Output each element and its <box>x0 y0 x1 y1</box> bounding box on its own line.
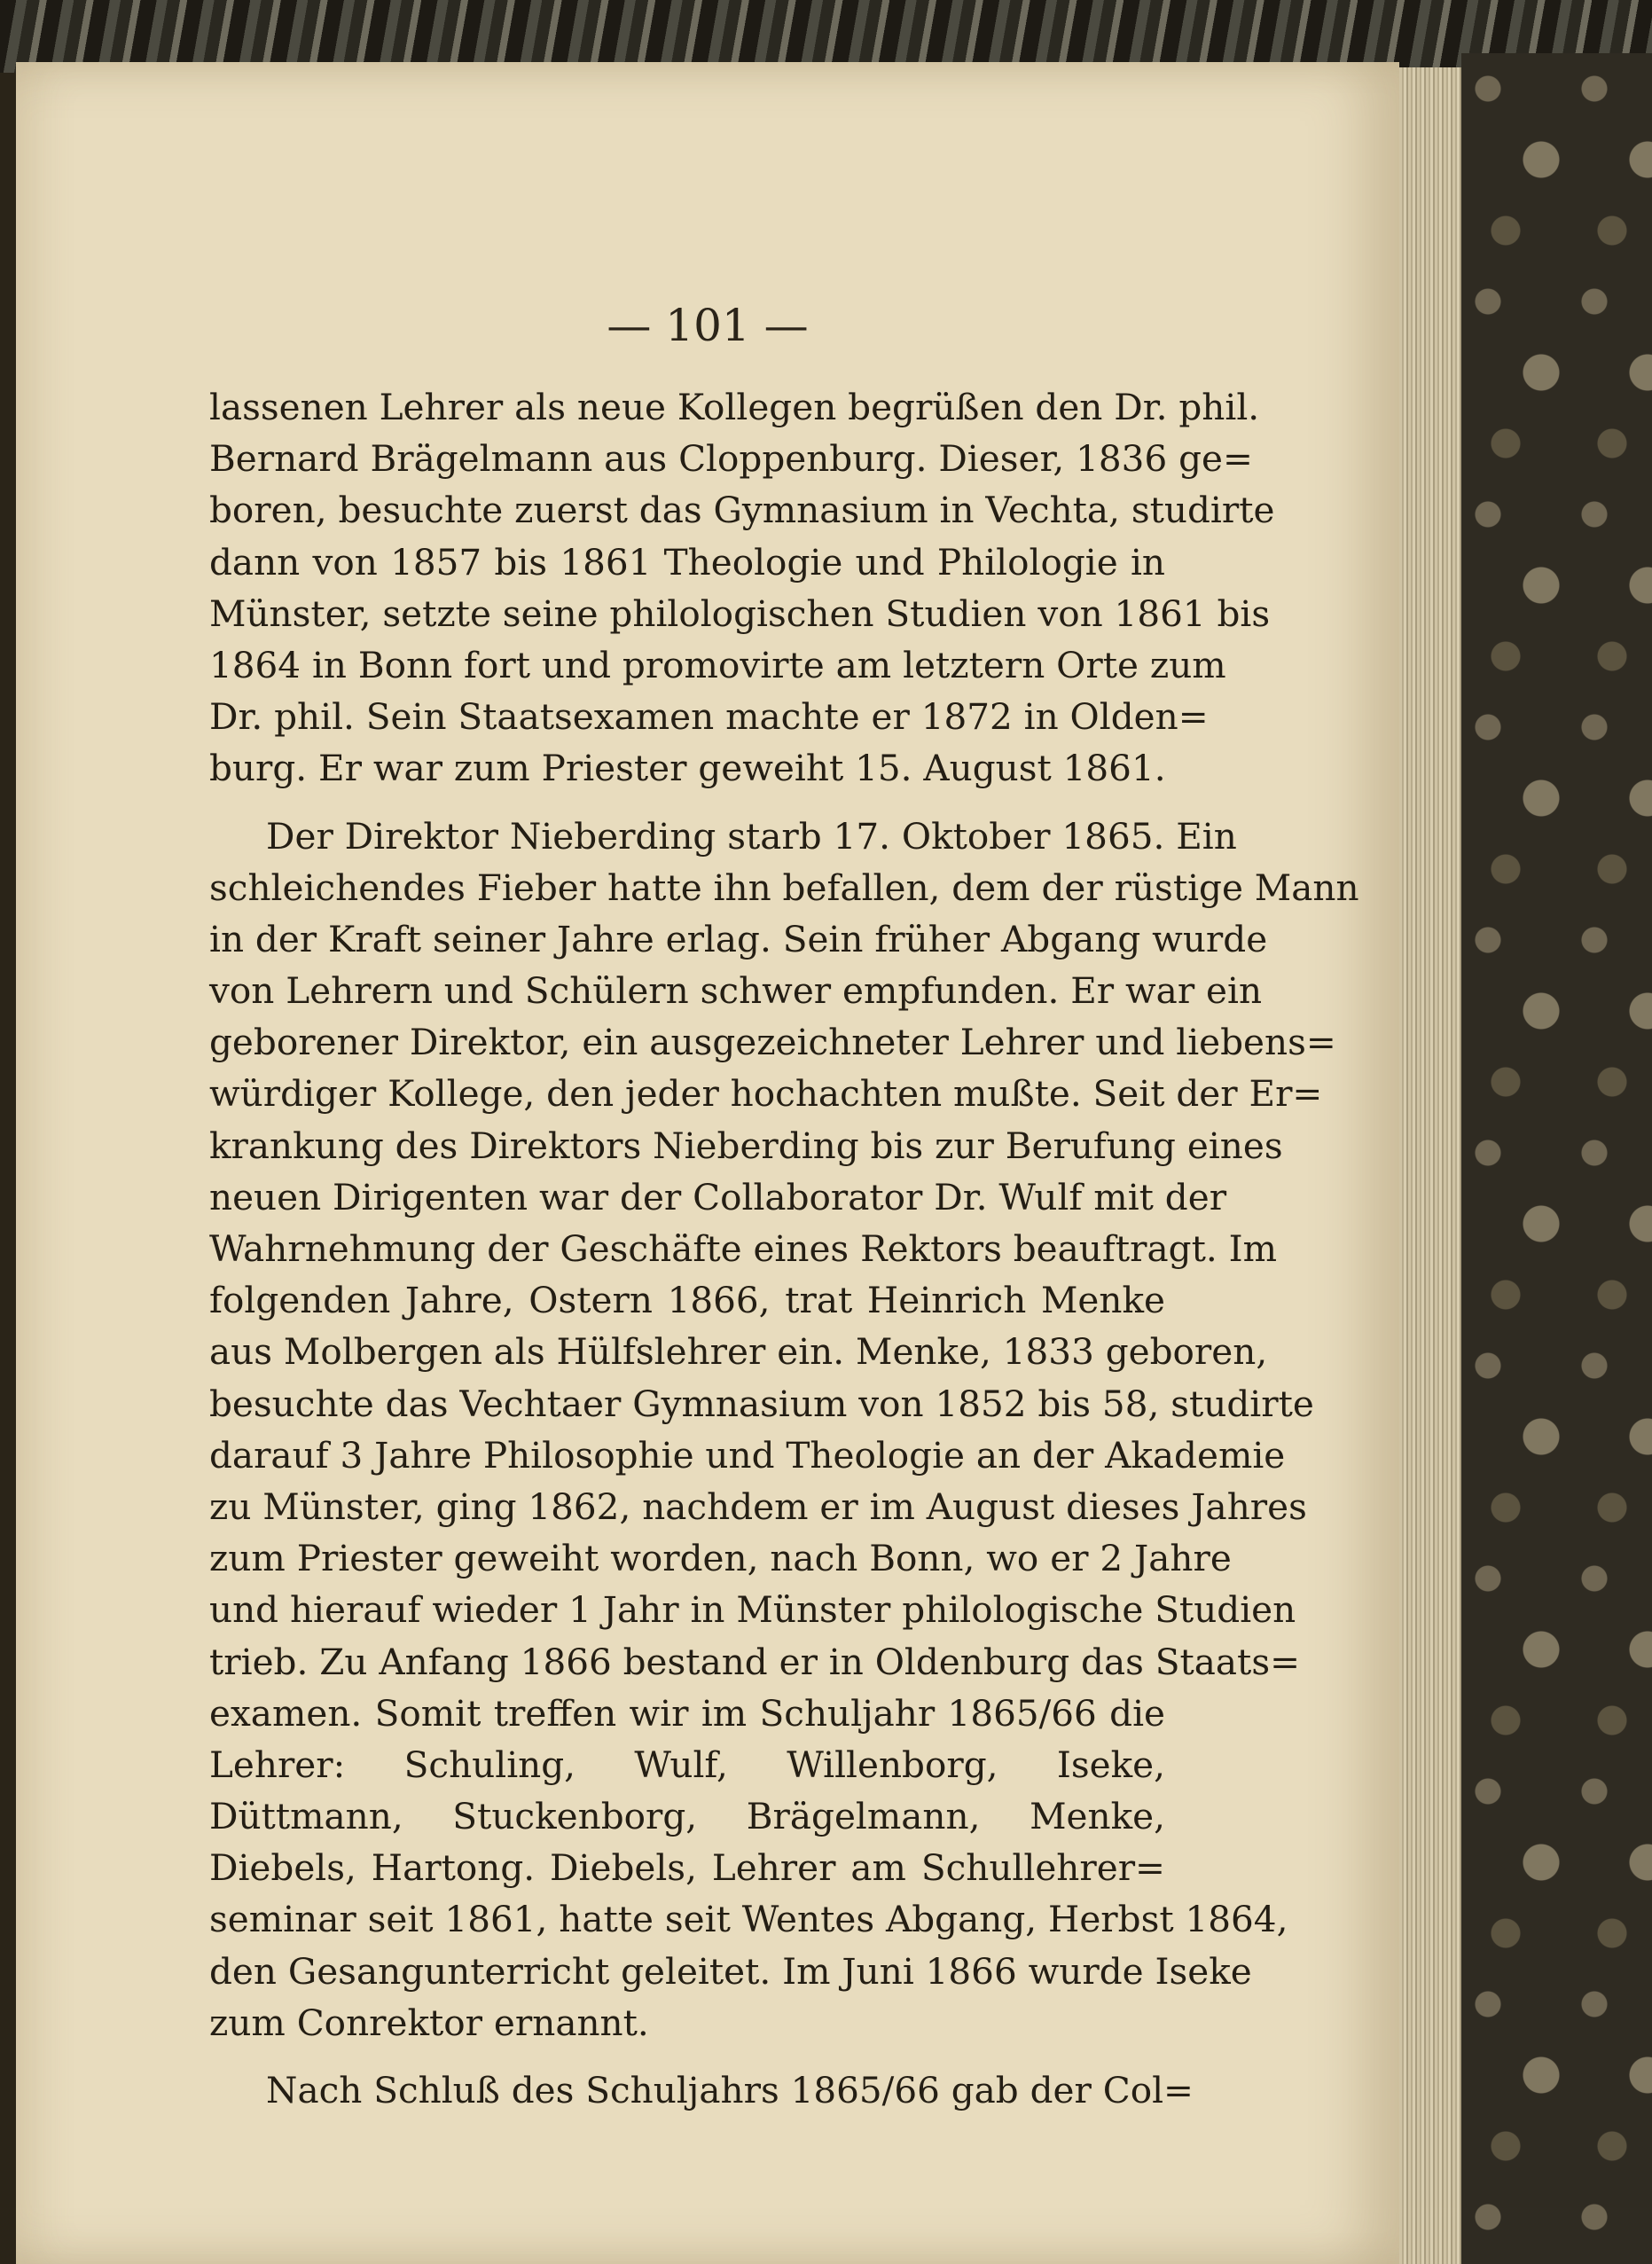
book-page <box>16 62 1399 2264</box>
text-line: zu Münster, ging 1862, nachdem er im August dieses Jahres <box>209 1485 1307 1528</box>
text-line: 1864 in Bonn fort und promovirte am letztern Orte zum <box>209 643 1226 686</box>
body-text <box>209 381 1359 2118</box>
text-line: dann von 1857 bis 1861 Theologie und Philologie in <box>209 540 1165 584</box>
text-line: Düttmann, Stuckenborg, Brägelmann, Menke, <box>209 1795 1165 1838</box>
text-line: geborener Direktor, ein ausgezeichneter Lehrer und liebens= <box>209 1021 1336 1064</box>
text-line: Dr. phil. Sein Staatsexamen machte er 1872 in Olden= <box>209 695 1209 739</box>
text-line: Diebels, Hartong. Diebels, Lehrer am Schullehrer= <box>209 1846 1165 1890</box>
text-line: Bernard Brägelmann aus Cloppenburg. Dieser, 1836 ge= <box>209 437 1253 481</box>
text-line: den Gesangunterricht geleitet. Im Juni 1866 wurde Iseke <box>209 1949 1252 1993</box>
page-edges <box>1399 67 1461 2264</box>
paragraph-2 <box>209 811 1359 2049</box>
text-line: Münster, setzte seine philologischen Studien von 1861 bis <box>209 591 1271 635</box>
text-line: schleichendes Fieber hatte ihn befallen, dem der rüstige Mann <box>209 866 1359 909</box>
text-line: burg. Er war zum Priester geweiht 15. August 1861. <box>209 747 1166 790</box>
text-line: lassenen Lehrer als neue Kollegen begrüßen den Dr. phil. <box>209 386 1260 428</box>
text-line: besuchte das Vechtaer Gymnasium von 1852 bis 58, studirte <box>209 1382 1314 1425</box>
text-line: seminar seit 1861, hatte seit Wentes Abgang, Herbst 1864, <box>209 1898 1288 1941</box>
text-line: darauf 3 Jahre Philosophie und Theologie an der Akademie <box>209 1433 1286 1477</box>
text-line: boren, besuchte zuerst das Gymnasium in Vechta, studirte <box>209 489 1275 532</box>
text-line: folgenden Jahre, Ostern 1866, trat Heinrich Menke <box>209 1279 1165 1322</box>
text-line: neuen Dirigenten war der Collaborator Dr. Wulf mit der <box>209 1175 1227 1218</box>
text-line: von Lehrern und Schülern schwer empfunden. Er war ein <box>209 969 1263 1013</box>
text-line: aus Molbergen als Hülfslehrer ein. Menke, 1833 geboren, <box>209 1330 1268 1374</box>
page-number: — 101 — <box>607 300 809 351</box>
marbled-cover-edge <box>1461 53 1652 2264</box>
text-line: und hierauf wieder 1 Jahr in Münster philologische Studien <box>209 1588 1296 1632</box>
text-line: Lehrer: Schuling, Wulf, Willenborg, Iseke, <box>209 1743 1165 1786</box>
text-line: würdiger Kollege, den jeder hochachten mußte. Seit der Er= <box>209 1072 1323 1116</box>
text-line: trieb. Zu Anfang 1866 bestand er in Oldenburg das Staats= <box>209 1640 1301 1683</box>
text-line: zum Priester geweiht worden, nach Bonn, wo er 2 Jahre <box>209 1537 1232 1580</box>
text-line: Nach Schluß des Schuljahrs 1865/66 gab der Col= <box>266 2069 1194 2111</box>
text-line: krankung des Direktors Nieberding bis zur Berufung eines <box>209 1124 1283 1167</box>
paragraph-3 <box>209 2064 1194 2116</box>
text-line: zum Conrektor ernannt. <box>209 2001 649 2044</box>
text-line: Wahrnehmung der Geschäfte eines Rektors beauftragt. Im <box>209 1227 1278 1270</box>
text-line: Der Direktor Nieberding starb 17. Oktober 1865. Ein <box>266 814 1237 858</box>
text-line: examen. Somit treffen wir im Schuljahr 1865/66 die <box>209 1691 1165 1735</box>
paragraph-1 <box>209 381 1275 795</box>
text-line: in der Kraft seiner Jahre erlag. Sein früher Abgang wurde <box>209 917 1268 960</box>
